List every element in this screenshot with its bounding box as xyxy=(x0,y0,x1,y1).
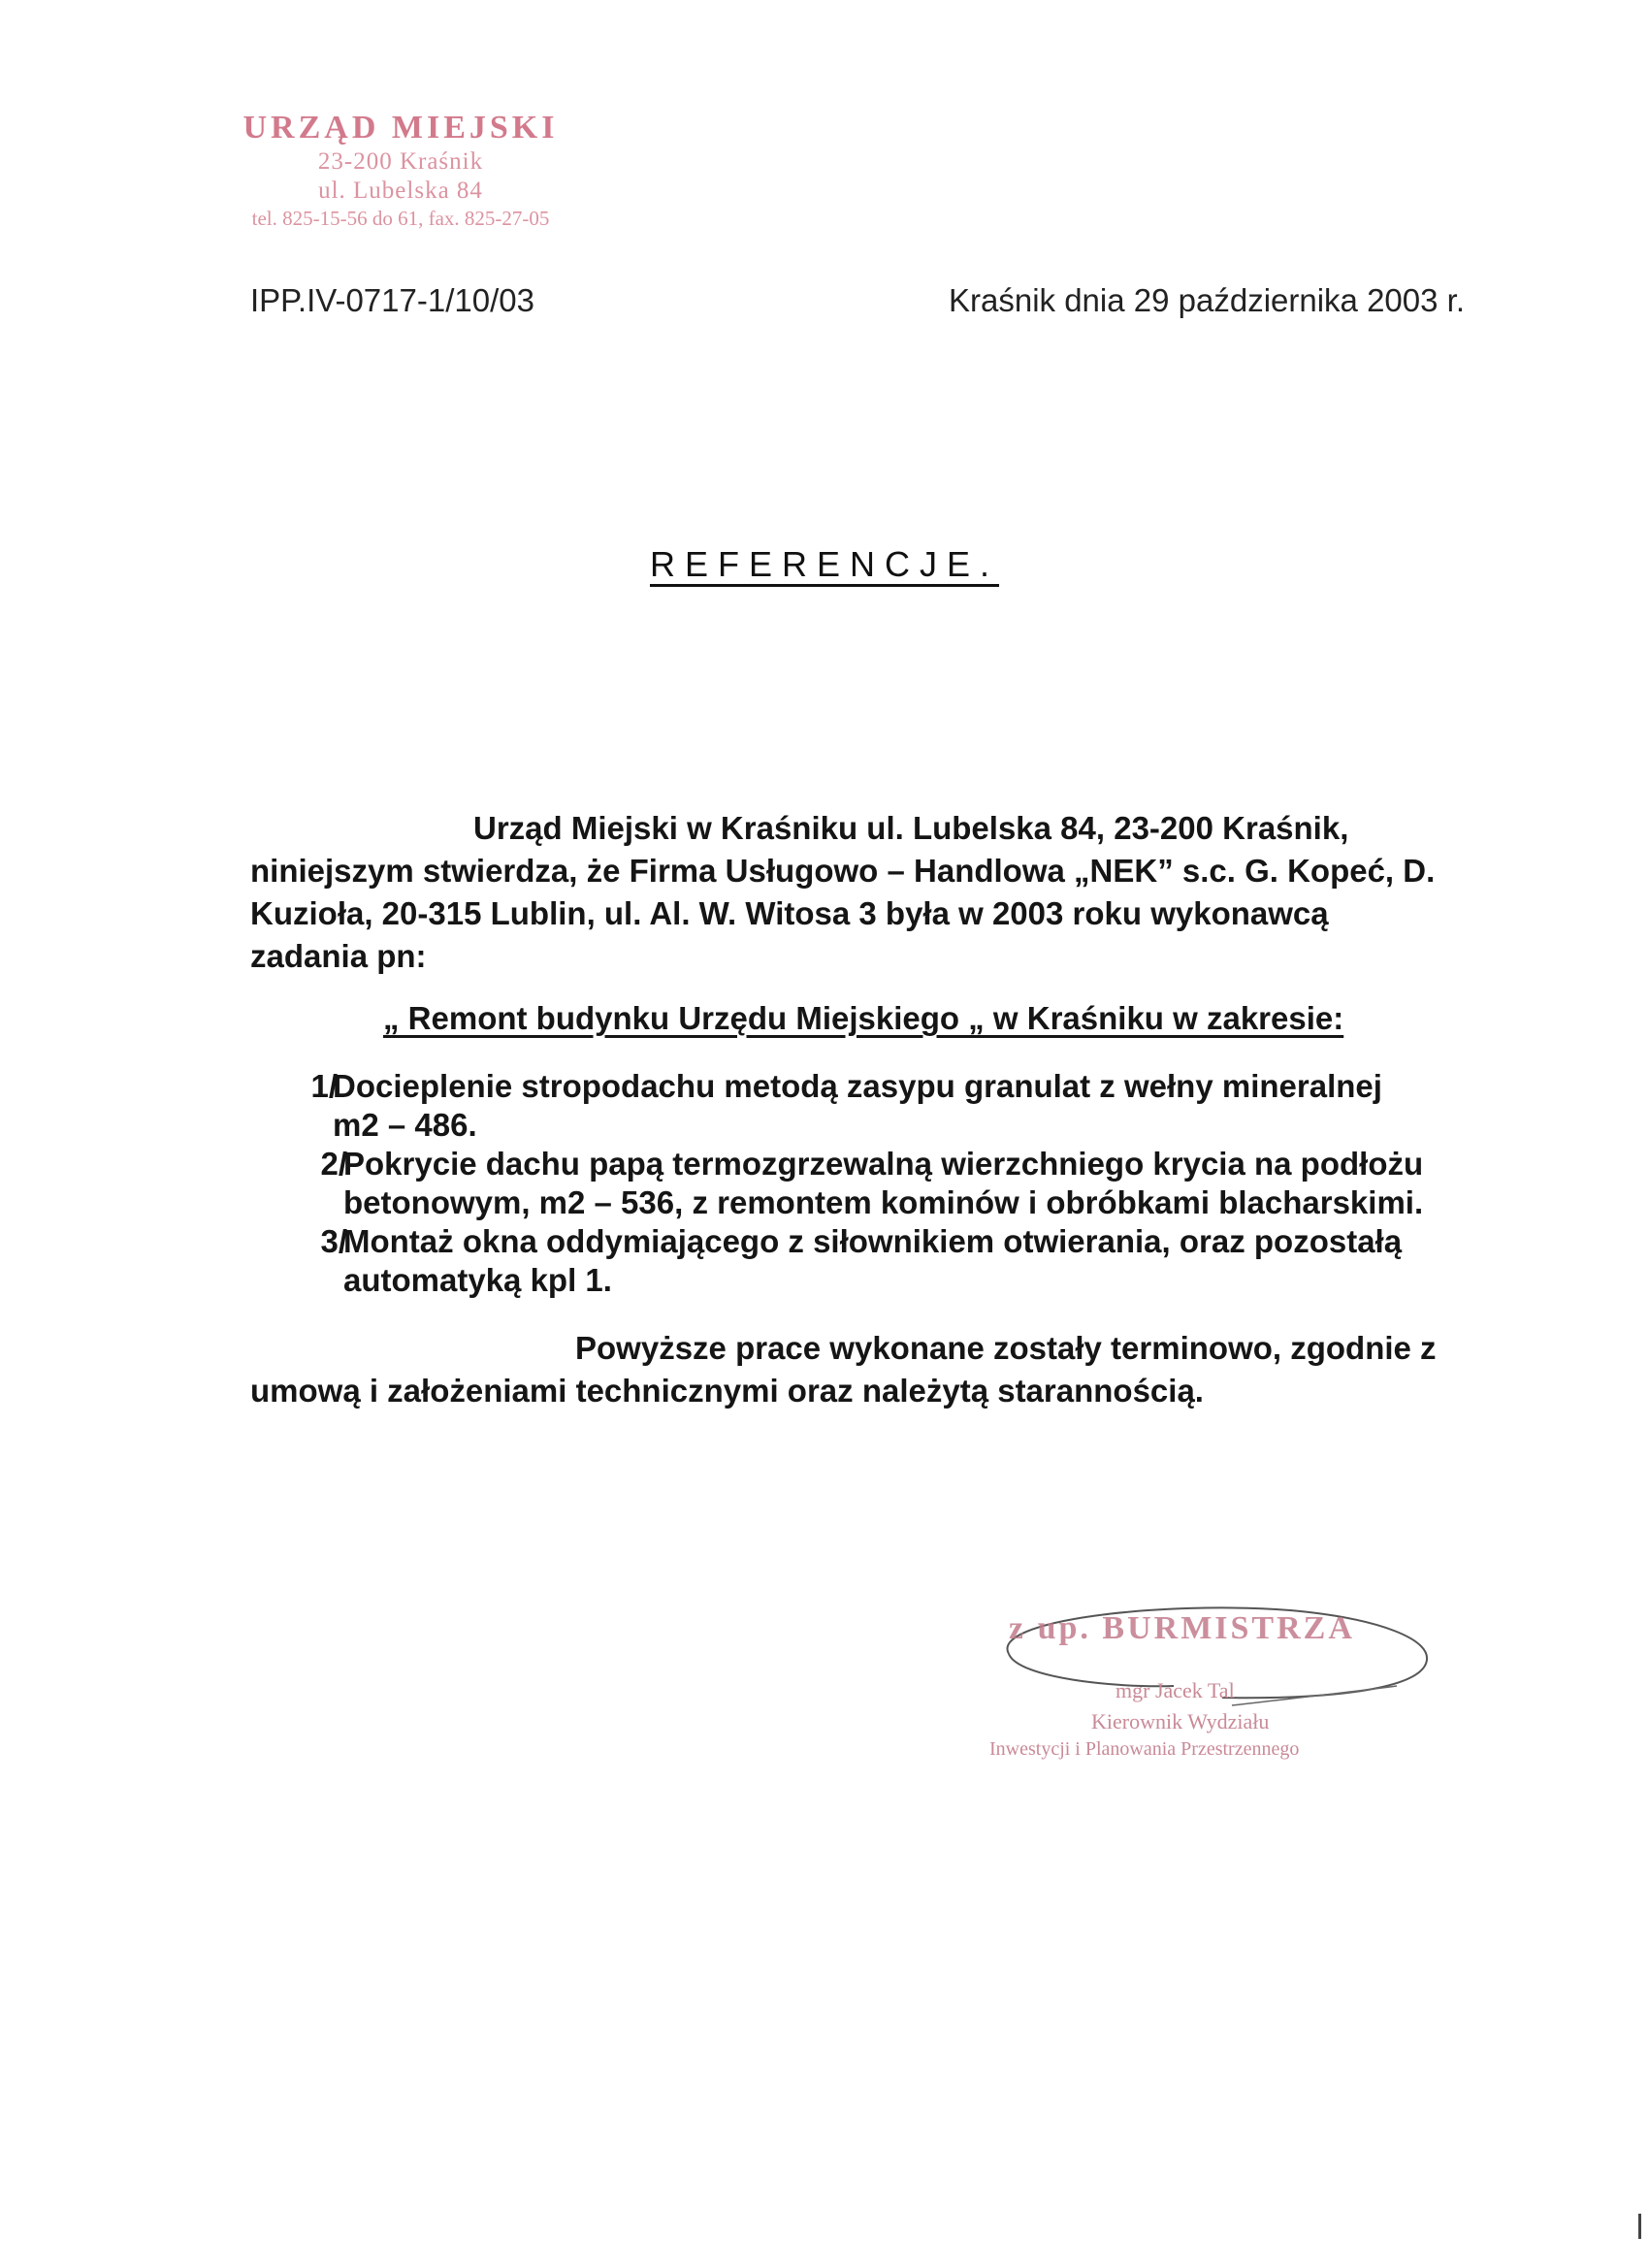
stamp-street: ul. Lubelska 84 xyxy=(318,178,483,204)
list-item-number: 2/ xyxy=(320,1146,347,1182)
document-title: REFERENCJE. xyxy=(649,544,1000,584)
signatory-department: Inwestycji i Planowania Przestrzennego xyxy=(989,1738,1300,1760)
closing-line-2: umową i założeniami technicznymi oraz należytą starannością. xyxy=(250,1373,1204,1409)
intro-line-1: Urząd Miejski w Kraśniku ul. Lubelska 84, 23-200 Kraśnik, xyxy=(473,810,1349,846)
stamp-title: URZĄD MIEJSKI xyxy=(242,110,559,146)
intro-paragraph xyxy=(250,807,1443,978)
signature-stamp-title: z up. BURMISTRZA xyxy=(1009,1610,1355,1646)
list-item-line-2: betonowym, m2 – 536, z remontem kominów i obróbkami blacharskimi. xyxy=(343,1184,1424,1220)
list-item xyxy=(250,1222,1443,1300)
list-item-number: 3/ xyxy=(320,1223,347,1259)
closing-paragraph xyxy=(250,1327,1443,1412)
list-item xyxy=(250,1067,1443,1145)
office-stamp xyxy=(211,109,590,231)
list-item-line-2: m2 – 486. xyxy=(333,1107,477,1143)
intro-rest: niniejszym stwierdza, że Firma Usługowo – Handlowa „NEK” s.c. G. Kopeć, D. Kuzioła, 20-315 Lublin, ul. Al. W. Witosa 3 była w 2003 roku wykonawcą zadania pn: xyxy=(250,853,1436,974)
closing-line-1: Powyższe prace wykonane zostały terminowo, zgodnie z xyxy=(575,1330,1437,1366)
works-list xyxy=(250,1067,1443,1300)
reference-number: IPP.IV-0717-1/10/03 xyxy=(250,282,534,318)
scan-mark xyxy=(1638,2214,1641,2239)
stamp-phone: tel. 825-15-56 do 61, fax. 825-27-05 xyxy=(251,207,550,230)
list-item-line-2: automatyką kpl 1. xyxy=(343,1262,612,1298)
signature-stamp xyxy=(970,1591,1455,1766)
list-item-line-1: Docieplenie stropodachu metodą zasypu granulat z wełny mineralnej xyxy=(333,1068,1382,1104)
list-item-line-1: Montaż okna oddymiającego z siłownikiem otwierania, oraz pozostałą xyxy=(343,1223,1403,1259)
list-item-line-1: Pokrycie dachu papą termozgrzewalną wierzchniego krycia na podłożu xyxy=(343,1146,1424,1182)
task-subject: „ Remont budynku Urzędu Miejskiego „ w Kraśniku w zakresie: xyxy=(383,1000,1344,1036)
stamp-postal: 23-200 Kraśnik xyxy=(317,148,484,175)
signatory-name: mgr Jacek Tal xyxy=(1116,1678,1235,1702)
list-item xyxy=(250,1145,1443,1222)
signatory-role: Kierownik Wydziału xyxy=(1091,1709,1270,1733)
list-item-number: 1/ xyxy=(310,1068,338,1104)
date-line: Kraśnik dnia 29 października 2003 r. xyxy=(949,282,1465,318)
